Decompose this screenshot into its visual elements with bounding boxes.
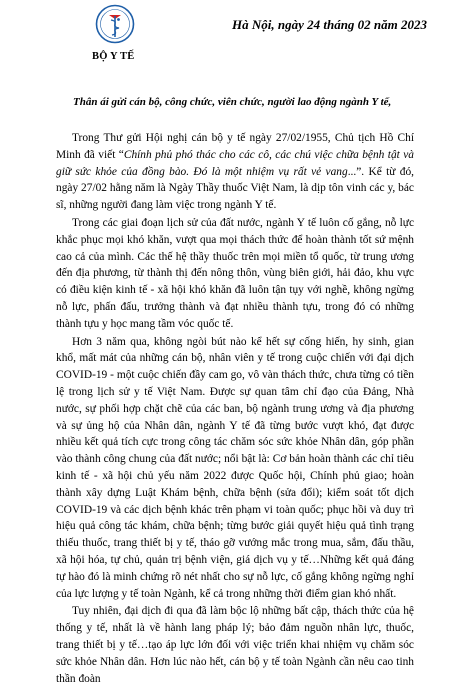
paragraph-1-intro: Trong Thư gửi Hội nghị cán bộ y tế ngày 27/02/1955, Chủ tịch Hồ Chí Minh đã viết “ (56, 132, 414, 161)
ho-chi-minh-quote: Chính phủ phó thác cho các cô, các chú việc chữa bệnh tật và giữ sức khỏe của đồng bào. Đó là một nhiệm vụ rất vẻ vang (56, 148, 414, 178)
letter-greeting: Thân ái gửi cán bộ, công chức, viên chức, người lao động ngành Y tế, (73, 96, 392, 108)
paragraph-4: Tuy nhiên, đại dịch đi qua đã làm bộc lộ những bất cập, thách thức của hệ thống y tế, nhất là về hành lang pháp lý; bảo đảm nguồn nhân lực, thuốc, trang thiết bị y tế…tạo áp lực lớn đối với việc triển khai nhiệm vụ chăm sóc sức khỏe Nhân dân. Hơn lúc nào hết, cán bộ y tế toàn Ngành cần nêu cao tinh thần đoàn (56, 605, 414, 685)
letter-body (56, 130, 414, 687)
ministry-name: BỘ Y TẾ (92, 51, 135, 62)
paragraph-3: Hơn 3 năm qua, không ngòi bút nào kể hết sự cống hiến, hy sinh, gian khổ, mất mát của những cán bộ, nhân viên y tế trong cuộc chiến với đại dịch COVID-19 - một cuộc chiến đầy cam go, vô vàn thách thức, chưa từng có tiền lệ trong lịch sử y tế Việt Nam. Được sự quan tâm chỉ đạo của Đảng, Nhà nước, sự phối hợp chặt chẽ của các ban, bộ ngành trung ương và địa phương và sự ủng hộ của Nhân dân, ngành Y tế đã từng bước vượt khó, đạt được nhiều kết quả tích cực trong công tác chăm sóc sức khỏe Nhân dân, góp phần vào thành công chung của đất nước; nổi bật là: Cơ bản hoàn thành các chỉ tiêu kinh tế - xã hội chủ yếu năm 2022 được Quốc hội, Chính phủ giao; hoàn thành xây dựng Luật Khám bệnh, chữa bệnh (sửa đổi); kiểm soát tốt dịch COVID-19 và các dịch bệnh khác trên phạm vi toàn quốc; phục hồi và duy trì hiệu quả công tác khám, chữa bệnh; từng bước giải quyết hiệu quả tình trạng thiếu thuốc, trang thiết bị y tế, tháo gỡ vướng mắc trong mua, sắm, đấu thầu, xã hội hóa, tự chủ, quản trị bệnh viện, giá dịch vụ y tế…Những kết quả đáng tự hào đó là minh chứng rõ nét nhất cho sự nỗ lực, cố gắng không ngừng nghỉ của lực lượng y tế toàn Ngành, kể cả trong những thời điểm gian khó nhất. (56, 335, 414, 600)
paragraph-1 (56, 130, 414, 214)
document-dateline: Hà Nội, ngày 24 tháng 02 năm 2023 (232, 17, 428, 32)
paragraph-2: Trong các giai đoạn lịch sử của đất nước, ngành Y tế luôn cố gắng, nỗ lực khắc phục mọi khó khăn, vượt qua mọi thách thức để hoàn thành tốt sứ mệnh cao cả của mình. Các thế hệ thầy thuốc trên mọi miền tổ quốc, từ trung ương đến địa phương, từ thành thị đến nông thôn, vùng biên giới, hải đảo, khu vực có điều kiện kinh tế - xã hội khó khăn đã luôn tận tụy với nghề, không ngừng nỗ lực, phấn đấu, trưởng thành và đạt nhiều thành tựu, trong đó có những thành tựu y học mang tầm vóc quốc tế. (56, 216, 414, 330)
paragraph-1-rest: ...”. Kể từ đó, ngày 27/02 hằng năm là Ngày Thầy thuốc Việt Nam, là dịp tôn vinh các y, bác sĩ, những người đang làm việc trong ngành Y tế. (56, 165, 414, 212)
ministry-emblem-icon (95, 4, 135, 44)
